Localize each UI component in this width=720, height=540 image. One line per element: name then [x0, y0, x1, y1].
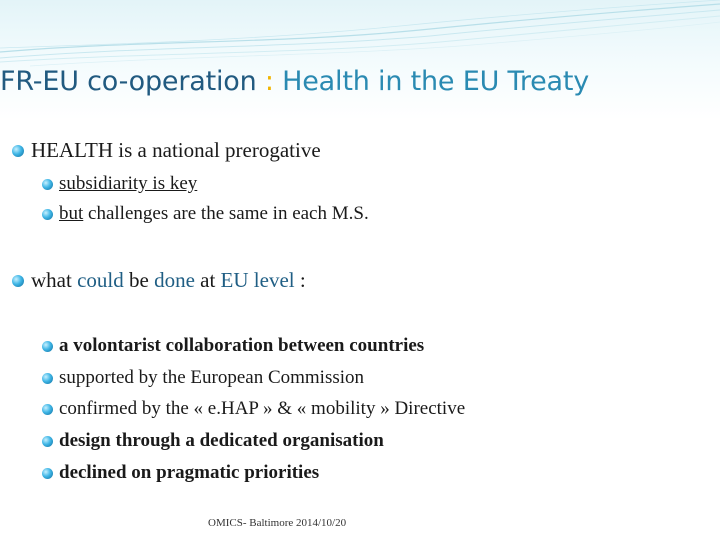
title-part1: FR-EU co-operation [0, 66, 257, 97]
sub-bullet-text: supported by the European Commission [59, 367, 365, 388]
bullet-dot-icon [42, 179, 53, 190]
sub-bullet-but [42, 203, 369, 225]
title-part2: Health in the EU Treaty [282, 66, 590, 97]
sub-bullet-text: confirmed by the « e.HAP » & « mobility » Directive [59, 398, 466, 419]
sub-bullet-text: a volontarist collaboration between countries [59, 335, 425, 356]
sub-bullet-but-word: but [59, 203, 84, 224]
what-prefix: what [31, 268, 78, 292]
bullet-health [12, 138, 321, 163]
what-could: could [77, 268, 124, 292]
bullet-dot-icon [42, 373, 53, 384]
sub-bullet-supported [42, 367, 364, 389]
what-at: at [194, 268, 221, 292]
sub-bullet-but-rest: challenges are the same in each M.S. [83, 203, 369, 224]
bullet-dot-icon [12, 275, 24, 287]
sub-bullet-declined [42, 462, 319, 484]
sub-bullet-design [42, 430, 384, 452]
bullet-health-text: HEALTH is a national prerogative [31, 138, 321, 162]
what-eu: EU [220, 268, 249, 292]
bullet-what [12, 268, 306, 293]
sub-bullet-text: design through a dedicated organisation [59, 430, 384, 451]
bullet-dot-icon [42, 209, 53, 220]
bullet-dot-icon [12, 145, 24, 157]
bullet-dot-icon [42, 436, 53, 447]
sub-bullet-text: declined on pragmatic priorities [59, 462, 320, 483]
what-level: level [253, 268, 295, 292]
what-colon: : [294, 268, 306, 292]
bullet-what-text [31, 268, 306, 293]
title-separator: : [256, 66, 283, 97]
sub-bullet-subsidiarity-text: subsidiarity is key [59, 173, 198, 194]
sub-bullet-subsidiarity [42, 173, 197, 195]
bullet-dot-icon [42, 468, 53, 479]
sub-bullet-confirmed [42, 398, 465, 420]
what-done: done [154, 268, 195, 292]
bullet-dot-icon [42, 404, 53, 415]
slide-footer: OMICS- Baltimore 2014/10/20 [208, 517, 347, 529]
bullet-dot-icon [42, 341, 53, 352]
sub-bullet-collaboration [42, 335, 424, 357]
what-be: be [123, 268, 155, 292]
